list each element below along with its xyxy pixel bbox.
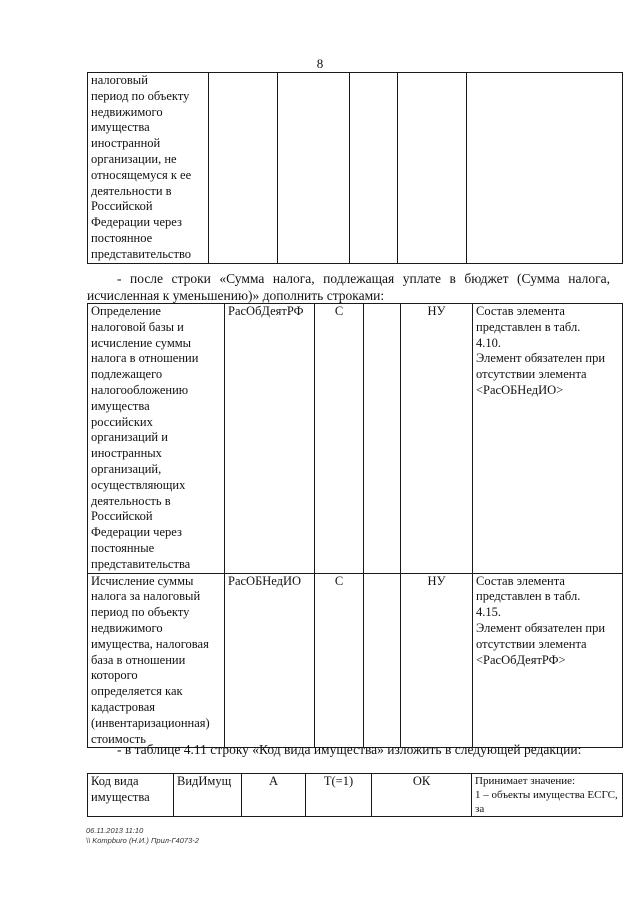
paragraph-insert-rows (87, 271, 610, 304)
footer-timestamp: 06.11.2013 11:10 (86, 826, 144, 835)
element-note-cell (467, 73, 623, 264)
table-top (87, 72, 623, 264)
paragraph-table-4-11 (87, 742, 610, 759)
element-name-cell: налоговый период по объекту недвижимого имущества иностранной организации, не относящемуся к ее деятельности в Российской Федерации через постоянное представительство (88, 73, 209, 264)
table-row (88, 304, 623, 574)
footer-file-path: \\ Kompburo (Н.И.) Прил-Г4073-2 (86, 836, 199, 845)
element-code-cell (209, 73, 278, 264)
element-note-cell: Состав элемента представлен в табл. 4.15. Элемент обязателен при отсутствии элемента <РасОбДеятРФ> (473, 573, 623, 748)
table-main (87, 303, 623, 748)
element-code-cell: РасОБНедИО (225, 573, 315, 748)
element-code-cell: РасОбДеятРФ (225, 304, 315, 574)
element-format-cell: Т(=1) (306, 774, 372, 817)
table-bottom (87, 773, 623, 817)
paragraph-text: - после строки «Сумма налога, подлежащая уплате в бюджет (Сумма налога, исчисленная к уменьшению)» дополнить строками: (87, 271, 610, 303)
element-format-cell (364, 573, 401, 748)
element-format-cell (364, 304, 401, 574)
paragraph-text: - в таблице 4.11 строку «Код вида имущества» изложить в следующей редакции: (117, 742, 582, 757)
element-req-cell: НУ (401, 573, 473, 748)
table-row (88, 774, 623, 817)
element-name-cell: Исчисление суммы налога за налоговый период по объекту недвижимого имущества, налоговая база в отношении которого определяется как кадастровая (инвентаризационная) стоимость (88, 573, 225, 748)
element-type-cell: А (242, 774, 306, 817)
page-number: 8 (316, 56, 324, 71)
element-format-cell (350, 73, 398, 264)
table-row (88, 73, 623, 264)
element-req-cell (398, 73, 467, 264)
element-note-cell: Принимает значение: 1 – объекты имущества ЕСГС, за (472, 774, 623, 817)
element-type-cell (278, 73, 350, 264)
element-req-cell: ОК (372, 774, 472, 817)
element-type-cell: С (315, 573, 364, 748)
element-code-cell: ВидИмущ (174, 774, 242, 817)
element-req-cell: НУ (401, 304, 473, 574)
element-type-cell: С (315, 304, 364, 574)
element-name-cell: Код вида имущества (88, 774, 174, 817)
element-note-cell: Состав элемента представлен в табл. 4.10. Элемент обязателен при отсутствии элемента <РасОБНедИО> (473, 304, 623, 574)
element-name-cell: Определение налоговой базы и исчисление суммы налога в отношении подлежащего налогообложению имущества российских организаций и иностранных организаций, осуществляющих деятельность в Российской Федерации через постоянные представительства (88, 304, 225, 574)
table-row (88, 573, 623, 748)
